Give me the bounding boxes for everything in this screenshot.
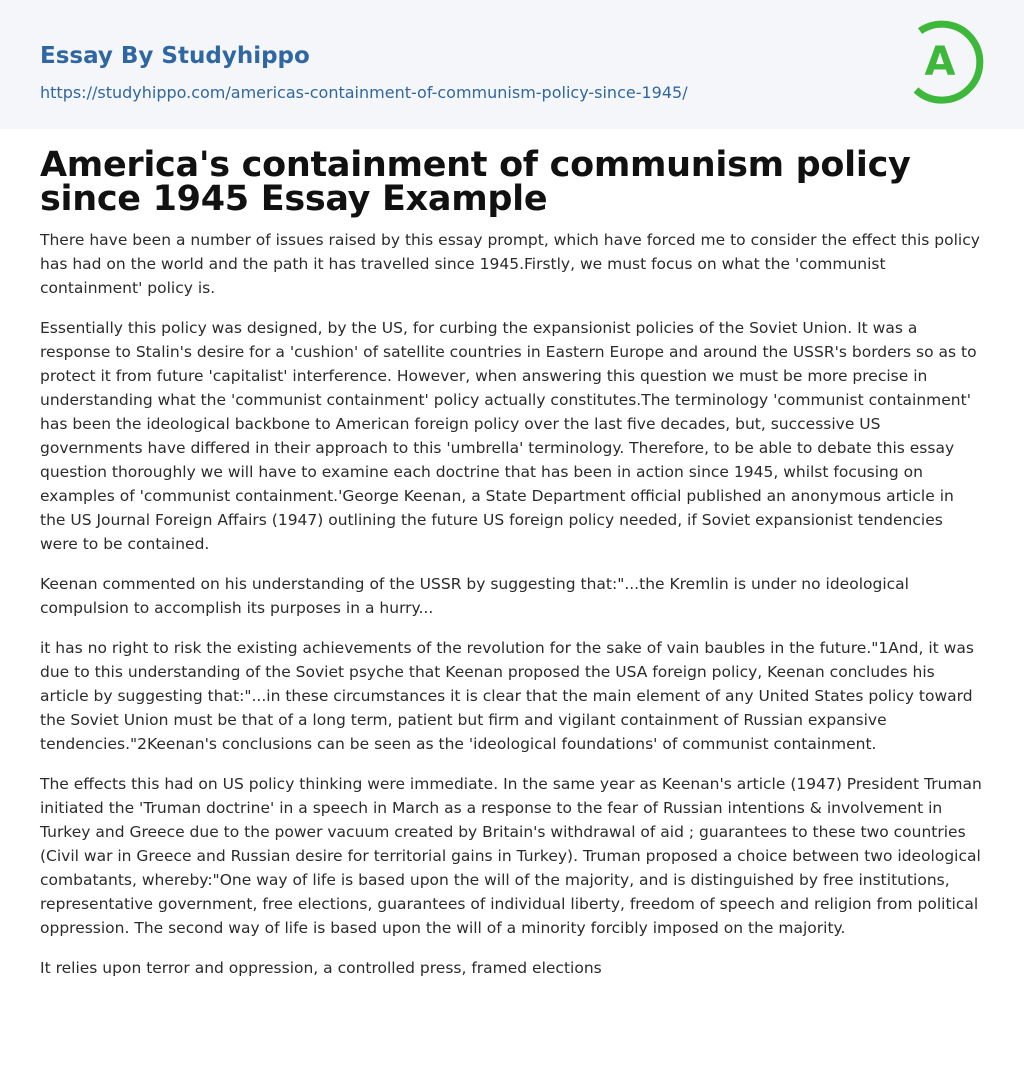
- studyhippo-logo-icon[interactable]: [905, 18, 989, 106]
- article-url-link[interactable]: https://studyhippo.com/americas-containment-of-communism-policy-since-1945/: [40, 83, 688, 102]
- article-paragraph: The effects this had on US policy thinking were immediate. In the same year as Keenan's article (1947) President Truman initiated the 'Truman doctrine' in a speech in March as a response to the fear of Russian intentions & involvement in Turkey and Greece due to the power vacuum created by Britain's withdrawal of aid ; guarantees to these two countries (Civil war in Greece and Russian desire for territorial gains in Turkey). Truman proposed a choice between two ideological combatants, whereby:"One way of life is based upon the will of the majority, and is distinguished by free institutions, representative government, free elections, guarantees of individual liberty, freedom of speech and religion from political oppression. The second way of life is based upon the will of a minority forcibly imposed on the majority.: [40, 775, 982, 937]
- site-brand[interactable]: Essay By Studyhippo: [40, 43, 310, 69]
- site-header: [0, 0, 1024, 129]
- article-body: [0, 145, 1024, 980]
- article-paragraph: Essentially this policy was designed, by the US, for curbing the expansionist policies of the Soviet Union. It was a response to Stalin's desire for a 'cushion' of satellite countries in Eastern Europe and around the USSR's borders so as to protect it from future 'capitalist' interference. However, when answering this question we must be more precise in understanding what the 'communist containment' policy actually constitutes.The terminology 'communist containment' has been the ideological backbone to American foreign policy over the last five decades, but, successive US governments have differed in their approach to this 'umbrella' terminology. Therefore, to be able to debate this essay question thoroughly we will have to examine each doctrine that has been in action since 1945, whilst focusing on examples of 'communist containment.'George Keenan, a State Department official published an anonymous article in the US Journal Foreign Affairs (1947) outlining the future US foreign policy needed, if Soviet expansionist tendencies were to be contained.: [40, 319, 977, 553]
- article-paragraph: There have been a number of issues raised by this essay prompt, which have forced me to consider the effect this policy has had on the world and the path it has travelled since 1945.Firstly, we must focus on what the 'communist containment' policy is.: [40, 231, 980, 297]
- article-paragraph: Keenan commented on his understanding of the USSR by suggesting that:"...the Kremlin is under no ideological compulsion to accomplish its purposes in a hurry...: [40, 575, 909, 617]
- logo-letter: A: [924, 39, 956, 85]
- article-paragraph: it has no right to risk the existing achievements of the revolution for the sake of vain baubles in the future."1And, it was due to this understanding of the Soviet psyche that Keenan proposed the USA foreign policy, Keenan concludes his article by suggesting that:"...in these circumstances it is clear that the main element of any United States policy toward the Soviet Union must be that of a long term, patient but firm and vigilant containment of Russian expansive tendencies."2Keenan's conclusions can be seen as the 'ideological foundations' of communist containment.: [40, 639, 974, 753]
- article-paragraph: It relies upon terror and oppression, a controlled press, framed elections: [40, 959, 602, 977]
- article-title: America's containment of communism policy since 1945 Essay Example: [40, 145, 911, 219]
